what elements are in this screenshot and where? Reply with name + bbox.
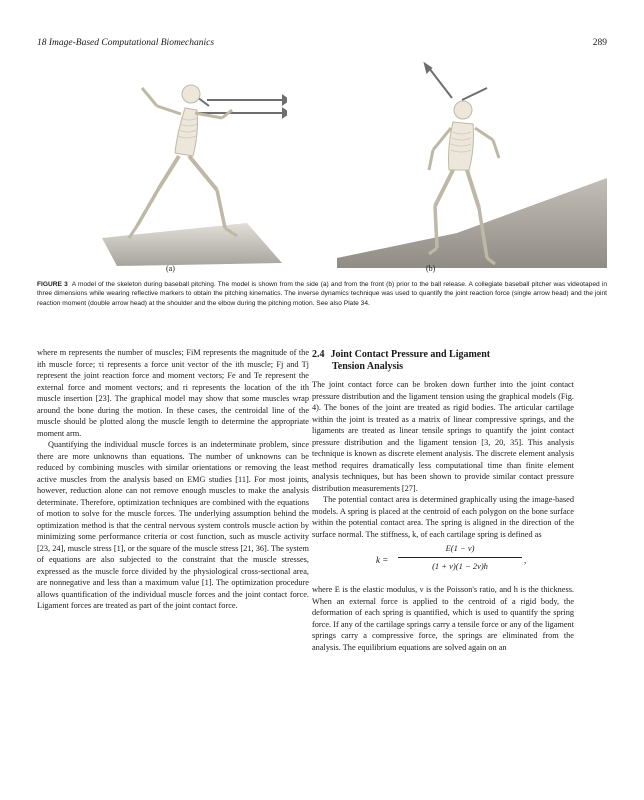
equation-comma: , [524,555,527,565]
section-heading [312,349,574,373]
skeleton-front-view-illustration [337,58,607,268]
joint-force-arrows [425,64,487,100]
panel-label-b: (b) [426,264,436,273]
figure-panel-a [97,58,287,268]
paragraph: The joint contact force can be broken down further into the joint contact pressure distribution and the ligament tension using the graphical models (Fig. 4). The bones of the joint are treated as rigid bodies. The articular cartilage within the joint is treated as a matrix of linear compressive springs, and the ligaments are treated as linear tensile springs to quantify the joint contact pressure distribution and the ligament tension [3, 20, 35]. This analysis technique is known as discrete element analysis. The discrete element analysis method requires dramatically less computational time than finite element analysis techniques, but has been shown to provide similar contact pressure distribution measurements [27]. [312,380,574,493]
page-number: 289 [592,38,607,48]
figure-caption-label: FIGURE 3 [37,281,68,288]
skeleton-side-view-illustration [97,58,287,268]
figure-3 [37,58,607,268]
figure-caption [37,280,607,308]
section-title-line-2: Tension Analysis [332,361,404,372]
figure-panel-b [337,58,607,268]
stiffness-equation [312,542,574,580]
left-column [37,347,309,612]
equation-fraction [398,542,522,573]
paragraph: The potential contact area is determined graphically using the image-based models. A spring is placed at the centroid of each polygon on the bone surface within the potential contact area. The spring is aligned in the direction of the surface normal. The stiffness, k, of each cartilage spring is defined as [312,495,574,539]
equation-numerator: E(1 − ν) [445,543,475,553]
running-header [37,38,607,52]
paragraph: where E is the elastic modulus, ν is the Poisson's ratio, and h is the thickness. When an external force is applied to the centroid of a rigid body, the deformation of each spring is quantified, which is used to quantify the spring force. If any of the cartilage springs carry a tensile force or any of the ligament springs carry a compressive force, the springs are eliminated from the analysis. The equilibrium equations are solved again on an [312,585,574,652]
panel-label-a: (a) [166,264,175,273]
floor-shadow [102,223,282,266]
paragraph: Quantifying the individual muscle forces is an indeterminate problem, since there are more unknowns than equations. The number of unknowns can be reduced by combining muscles with similar orientations or removing the least active muscles from the analysis based on EMG studies [11]. For most joints, however, reduction alone can not remove enough muscles to make the analysis determinate. Therefore, optimization techniques are combined with the equations of motion to solve for the muscle forces. The underlying assumption behind the optimization method is that the central nervous system controls muscle action by minimizing some performance criteria or cost function, such as muscle activity [23, 24], muscle stress [1], or the square of the muscle stress [21, 36]. The system of equations are also subjected to the constraint that the muscle stresses, expressed as the muscle force divided by the physiological cross-sectional area, are nonnegative and less than a maximum value [1]. The optimization procedure allows quantification of the individual muscle forces and the joint contact force. Ligament forces are treated as part of the joint contact force. [37,440,309,610]
skeleton-figure [129,85,237,238]
chapter-title: 18 Image-Based Computational Biomechanics [37,38,215,48]
equation-lhs: k = [376,555,389,565]
figure-caption-text: A model of the skeleton during baseball pitching. The model is shown from the side (a) and from the front (b) prior to the ball release. A collegiate baseball pitcher was videotaped in three dimensions while wearing reflective markers to obtain the pitching kinematics. The inverse dynamics technique was used to quantify the joint reaction force (single arrow head) and the joint reaction moment (double arrow head) at the shoulder and the elbow during the pitching motion. See also Plate 34. [37,281,607,307]
fraction-bar [398,557,522,558]
equation-denominator: (1 + ν)(1 − 2ν)h [432,561,488,571]
section-title-line-1: Joint Contact Pressure and Ligament [330,349,491,360]
paragraph: where m represents the number of muscles; FiM represents the magnitude of the ith muscle force; τi represents a force unit vector of the ith muscle; Fj and Tj represent the joint reaction force and moment vectors; Fe and Te represent the external force and moment vectors; and ri represents the location of the ith muscle insertion [23]. The graphical model may show that some muscles wrap around the bone during the motion. In these cases, the centroidal line of the muscle should be plotted along the muscle length to determine the appropriate moment arm. [37,348,309,438]
right-column [312,347,574,653]
section-number: 2.4 [312,349,325,360]
